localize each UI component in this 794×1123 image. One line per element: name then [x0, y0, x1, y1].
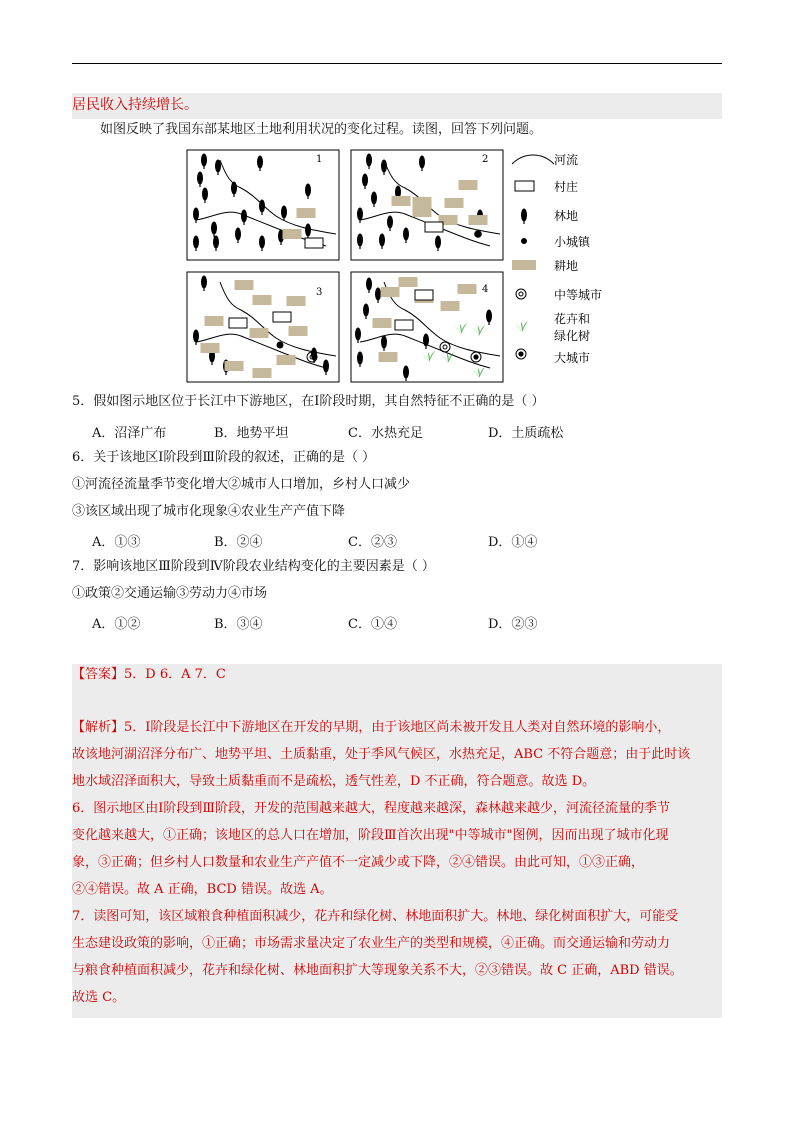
q5-option-c: C．水热充足 [348, 426, 423, 441]
q5-option-a: A．沼泽广布 [92, 426, 167, 441]
answer-line: 【答案】5．D 6．A 7．C [72, 667, 226, 682]
analysis-line-3: 地水域沼泽面积大，导致土质黏重而不是疏松，透气性差，D 不正确，符合题意。故选 D。 [72, 774, 596, 789]
big-city-icon [516, 349, 526, 359]
small-town-icon [521, 238, 527, 244]
analysis-line-8: 7．读图可知，该区域粮食种植面积减少，花卉和绿化树、林地面积扩大。林地、绿化树面积扩大，可能受 [72, 909, 679, 924]
analysis-line-4: 6．图示地区由Ⅰ阶段到Ⅲ阶段，开发的范围越来越大，程度越来越深，森林越来越少，河流径流量的季节 [72, 801, 670, 816]
legend-label-forest: 林地 [554, 209, 579, 223]
panel-stage-4 [351, 272, 503, 382]
prev-answer-tail: 居民收入持续增长。 [72, 97, 198, 113]
analysis-line-7: ②④错误。故 A 正确，BCD 错误。故选 A。 [72, 882, 333, 897]
q7-option-a: A．①② [92, 617, 141, 632]
legend-label-river: 河流 [554, 153, 579, 167]
flower-tree-icon [515, 321, 528, 332]
river-icon [512, 155, 554, 164]
panel-4-label: 4 [482, 284, 489, 295]
q6-option-d: D．①④ [488, 535, 538, 550]
forest-icon [521, 209, 527, 225]
medium-city-icon [516, 289, 526, 299]
farmland-icon [512, 260, 536, 270]
legend-label-flower-2: 绿化树 [554, 329, 591, 343]
q5-stem: 5．假如图示地区位于长江中下游地区，在Ⅰ阶段时期，其自然特征不正确的是（ ） [72, 394, 545, 409]
panel-3-label: 3 [316, 287, 323, 298]
q5-option-b: B．地势平坦 [214, 426, 289, 441]
analysis-line-10: 与粮食种植面积减少，花卉和绿化树、林地面积扩大等现象关系不大，②③错误。故 C 正确，ABD 错误。 [72, 963, 683, 978]
analysis-line-6: 象，③正确；但乡村人口数量和农业生产产值不一定减少或下降，②④错误。由此可知，①③正确， [72, 855, 645, 870]
panel-stage-2 [351, 150, 503, 260]
analysis-line-9: 生态建设政策的影响，①正确；市场需求量决定了农业生产的类型和规模，④正确。而交通运输和劳动力 [72, 936, 671, 951]
q7-option-c: C．①④ [348, 617, 397, 632]
figure-legend [512, 152, 602, 365]
header-rule [72, 63, 722, 64]
legend-label-farmland: 耕地 [554, 259, 579, 273]
q7-stem: 7．影响该地区Ⅲ阶段到Ⅳ阶段农业结构变化的主要因素是（ ） [72, 559, 435, 574]
q7-option-d: D．②③ [488, 617, 538, 632]
panel-stage-3 [187, 272, 339, 382]
legend-label-small-town: 小城镇 [554, 235, 591, 249]
q7-statements: ①政策②交通运输③劳动力④市场 [72, 586, 268, 601]
q6-option-c: C．②③ [348, 535, 397, 550]
panel-2-label: 2 [482, 154, 489, 165]
legend-label-flower-1: 花卉和 [554, 312, 591, 326]
q6-statements-1: ①河流径流量季节变化增大②城市人口增加，乡村人口减少 [72, 477, 411, 492]
analysis-line-11: 故选 C。 [72, 990, 126, 1005]
analysis-line-5: 变化越来越大，①正确；该地区的总人口在增加，阶段Ⅲ首次出现"中等城市"图例，因而出现了城市化现 [72, 828, 669, 843]
land-use-figure [186, 146, 626, 386]
panel-1-label: 1 [316, 154, 323, 165]
legend-label-big-city: 大城市 [554, 351, 591, 365]
q6-option-b: B．②④ [214, 535, 263, 550]
intro-text: 如图反映了我国东部某地区土地利用状况的变化过程。读图，回答下列问题。 [100, 122, 543, 137]
analysis-line-2: 故该地河湖沼泽分布广、地势平坦、土质黏重，处于季风气候区，水热充足，ABC 不符合题意；由于此时该 [72, 747, 691, 762]
q6-statements-2: ③该区域出现了城市化现象④农业生产产值下降 [72, 504, 346, 519]
analysis-line-1: 【解析】5．Ⅰ阶段是长江中下游地区在开发的早期，由于该地区尚未被开发且人类对自然环境的影响小， [72, 720, 671, 735]
panel-stage-1 [187, 150, 339, 260]
legend-label-village: 村庄 [554, 180, 579, 194]
q7-option-b: B．③④ [214, 617, 263, 632]
q6-stem: 6．关于该地区Ⅰ阶段到Ⅲ阶段的叙述，正确的是（ ） [72, 450, 376, 465]
q5-option-d: D．土质疏松 [488, 426, 564, 441]
village-icon [515, 181, 534, 191]
q6-option-a: A．①③ [92, 535, 141, 550]
legend-label-medium-city: 中等城市 [554, 288, 603, 302]
